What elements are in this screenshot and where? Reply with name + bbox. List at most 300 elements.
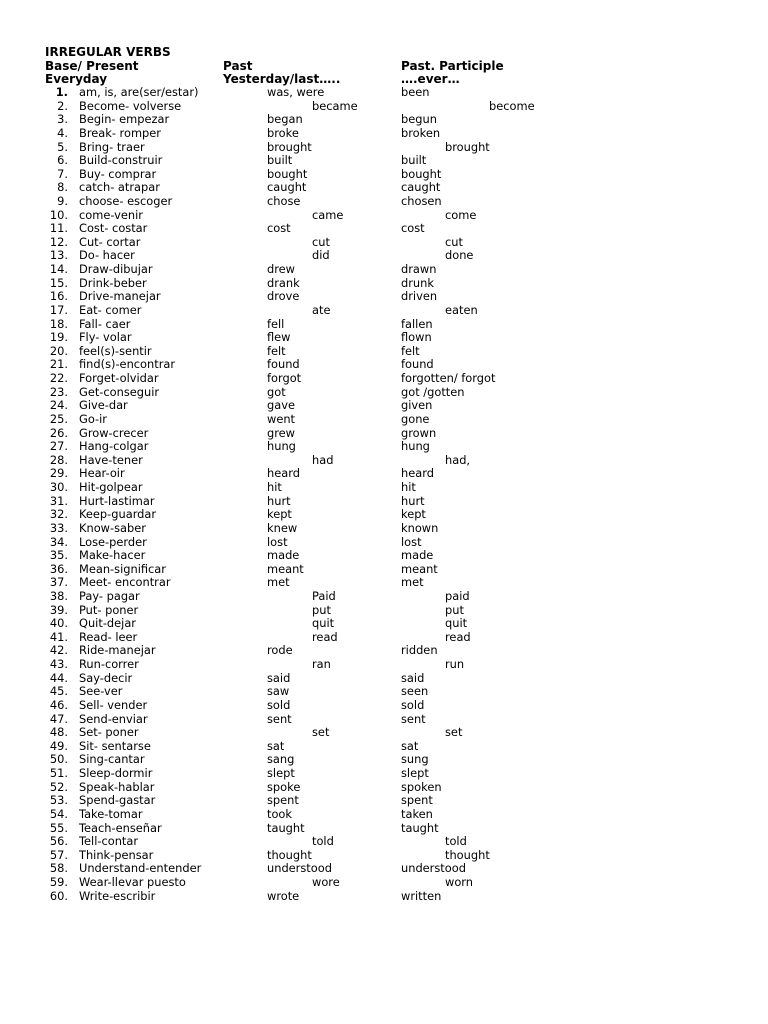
verb-base-form: See-ver [79, 684, 123, 699]
verb-past-form: made [267, 548, 300, 563]
verb-number: 2. [57, 98, 68, 113]
verb-base-form: Buy- comprar [79, 166, 157, 181]
verb-base-form: Build-construir [79, 153, 163, 168]
verb-base-form: Drink-beber [79, 275, 147, 290]
verb-past-participle: put [445, 602, 464, 617]
verb-base-form: Grow-crecer [79, 425, 149, 440]
header-base-present: Base/ Present [45, 59, 139, 73]
verb-past-form: spoke [267, 779, 301, 794]
verb-past-participle: sung [401, 752, 429, 767]
verb-number: 49. [49, 738, 68, 753]
verb-past-form: did [312, 248, 330, 263]
verb-base-form: Drive-manejar [79, 289, 161, 304]
verb-row [0, 113, 768, 127]
verb-number: 46. [49, 697, 68, 712]
verb-past-participle: hit [401, 480, 416, 494]
verb-number: 20. [49, 343, 68, 358]
verb-past-form: understood [267, 861, 332, 876]
verb-past-form: said [267, 670, 291, 685]
verb-past-participle: been [401, 85, 430, 99]
verb-base-form: Keep-guardar [79, 507, 157, 522]
verb-past-participle: ridden [401, 643, 438, 658]
verb-past-form: ate [312, 302, 331, 317]
verb-row [0, 86, 768, 100]
verb-past-participle: kept [401, 507, 426, 522]
verb-past-form: caught [267, 180, 307, 195]
verb-number: 17. [49, 302, 68, 317]
verb-past-participle: found [401, 357, 434, 372]
verb-past-participle: caught [401, 180, 441, 195]
verb-row [0, 372, 768, 386]
verb-row [0, 808, 768, 822]
verb-base-form: Begin- empezar [79, 112, 170, 127]
verb-past-form: saw [267, 684, 290, 699]
verb-number: 60. [49, 888, 68, 903]
verb-base-form: Cut- cortar [79, 234, 141, 249]
verb-base-form: Mean-significar [79, 561, 166, 576]
verb-past-form: Paid [312, 588, 336, 603]
verb-number: 36. [49, 561, 68, 576]
verb-row [0, 154, 768, 168]
verb-number: 57. [49, 847, 68, 862]
verb-past-participle: paid [445, 588, 470, 603]
verb-base-form: Put- poner [79, 602, 139, 617]
verb-number: 7. [57, 166, 68, 181]
verb-past-form: drew [267, 262, 295, 277]
verb-number: 24. [49, 398, 68, 413]
verb-past-participle: had, [445, 452, 471, 467]
verb-number: 45. [49, 684, 68, 699]
verb-number: 18. [49, 316, 68, 331]
verb-row [0, 835, 768, 849]
verb-row [0, 876, 768, 890]
verb-past-form: brought [267, 139, 312, 154]
verb-number: 42. [49, 643, 68, 658]
verb-past-participle: lost [401, 534, 422, 549]
verb-past-form: became [312, 98, 358, 113]
verb-past-participle: gone [401, 411, 430, 426]
verb-past-participle: read [445, 629, 471, 644]
verb-base-form: Sell- vender [79, 697, 148, 712]
verb-number: 38. [49, 588, 68, 603]
verb-row [0, 726, 768, 740]
verb-row [0, 685, 768, 699]
verb-past-form: set [312, 725, 330, 740]
verb-base-form: Hurt-lastimar [79, 493, 155, 508]
verb-row [0, 195, 768, 209]
verb-past-participle: sent [401, 711, 426, 726]
verb-base-form: Forget-olvidar [79, 371, 159, 385]
verb-row [0, 767, 768, 781]
verb-past-form: read [312, 629, 338, 644]
verb-row [0, 590, 768, 604]
verb-number: 39. [49, 602, 68, 617]
verb-past-form: was, were [267, 85, 325, 99]
verb-row [0, 522, 768, 536]
verb-past-form: had [312, 452, 334, 467]
verb-base-form: Hear-oir [79, 466, 125, 481]
verb-past-form: kept [267, 507, 292, 522]
verb-past-participle: heard [401, 466, 434, 481]
verb-past-participle: known [401, 520, 439, 535]
verb-number: 11. [49, 221, 68, 236]
verb-past-participle: slept [401, 766, 429, 780]
verb-number: 28. [49, 452, 68, 467]
verb-number: 41. [49, 629, 68, 644]
verb-past-participle: hurt [401, 493, 425, 508]
verb-past-participle: bought [401, 166, 442, 181]
verb-past-form: found [267, 357, 300, 372]
verb-past-participle: taken [401, 806, 433, 821]
verb-row [0, 168, 768, 182]
verb-number: 43. [49, 657, 68, 671]
verb-past-participle: built [401, 153, 427, 168]
verb-row [0, 495, 768, 509]
verb-base-form: catch- atrapar [79, 180, 160, 195]
verb-past-participle: begun [401, 112, 437, 127]
verb-past-participle: met [401, 575, 424, 590]
verb-past-form: quit [312, 616, 335, 631]
verb-row [0, 890, 768, 904]
verb-number: 15. [49, 275, 68, 290]
verb-row [0, 631, 768, 645]
verb-base-form: Sit- sentarse [79, 738, 151, 753]
verb-past-participle: driven [401, 289, 438, 304]
verb-number: 9. [57, 194, 68, 208]
verb-row [0, 563, 768, 577]
verb-past-participle: seen [401, 684, 429, 699]
verb-past-participle: cost [401, 221, 425, 236]
verb-past-participle: forgotten/ forgot [401, 371, 496, 385]
verb-past-form: bought [267, 166, 308, 181]
verb-number: 32. [49, 507, 68, 522]
verb-row [0, 277, 768, 291]
verb-past-participle: told [445, 834, 467, 849]
document-title: IRREGULAR VERBS [45, 45, 171, 59]
verb-past-form: drank [267, 275, 300, 290]
verb-past-form: began [267, 112, 303, 127]
verb-base-form: feel(s)-sentir [79, 343, 152, 358]
verb-base-form: Spend-gastar [79, 793, 156, 808]
verb-number: 47. [49, 711, 68, 726]
verb-base-form: Think-pensar [79, 847, 154, 862]
verb-past-form: meant [267, 561, 304, 576]
verb-past-form: cut [312, 234, 330, 249]
verb-base-form: Fall- caer [79, 316, 131, 331]
verb-number: 14. [49, 262, 68, 277]
verb-past-form: went [267, 411, 296, 426]
verb-base-form: Hit-golpear [79, 480, 143, 494]
verb-base-form: Run-correr [79, 657, 139, 671]
verb-past-participle: broken [401, 125, 441, 140]
verb-number: 10. [49, 207, 68, 222]
verb-past-form: chose [267, 194, 301, 208]
verb-base-form: find(s)-encontrar [79, 357, 176, 372]
verb-row [0, 699, 768, 713]
verb-base-form: Hang-colgar [79, 439, 149, 454]
verb-past-participle: eaten [445, 302, 478, 317]
verb-number: 51. [49, 766, 68, 780]
verb-past-form: sold [267, 697, 291, 712]
verb-row [0, 781, 768, 795]
verb-number: 58. [49, 861, 68, 876]
verb-row [0, 862, 768, 876]
verb-past-participle: taught [401, 820, 439, 835]
verb-number: 16. [49, 289, 68, 304]
verb-past-participle: sold [401, 697, 425, 712]
verb-past-participle: done [445, 248, 474, 263]
verb-row [0, 658, 768, 672]
verb-past-form: built [267, 153, 293, 168]
verb-base-form: Understand-entender [79, 861, 202, 876]
verb-base-form: am, is, are(ser/estar) [79, 85, 199, 99]
verb-past-participle: drawn [401, 262, 437, 277]
verb-past-participle: drunk [401, 275, 434, 290]
verb-number: 4. [57, 125, 68, 140]
verb-past-form: taught [267, 820, 305, 835]
verb-past-form: got [267, 384, 286, 399]
verb-number: 59. [49, 875, 68, 889]
verb-row [0, 318, 768, 332]
verb-number: 12. [49, 234, 68, 249]
verb-base-form: Tell-contar [79, 834, 139, 849]
verb-row [0, 127, 768, 141]
verb-row [0, 822, 768, 836]
verb-past-form: met [267, 575, 290, 590]
verb-row [0, 467, 768, 481]
verb-past-form: heard [267, 466, 300, 481]
verb-past-participle: said [401, 670, 425, 685]
verb-number: 5. [57, 139, 68, 154]
verb-row [0, 440, 768, 454]
verb-base-form: Bring- traer [79, 139, 145, 154]
verb-past-form: wrote [267, 888, 300, 903]
verb-row [0, 249, 768, 263]
header-past: Past [223, 59, 253, 73]
verb-number: 55. [49, 820, 68, 835]
verb-number: 30. [49, 480, 68, 494]
verb-past-form: cost [267, 221, 291, 236]
verb-row [0, 672, 768, 686]
verb-row [0, 481, 768, 495]
verb-past-form: hurt [267, 493, 291, 508]
verb-number: 44. [49, 670, 68, 685]
verb-past-form: put [312, 602, 331, 617]
verb-number: 1. [55, 85, 68, 99]
verb-row [0, 141, 768, 155]
verb-base-form: Write-escribir [79, 888, 156, 903]
verb-base-form: Speak-hablar [79, 779, 155, 794]
verb-number: 21. [49, 357, 68, 372]
verb-row [0, 427, 768, 441]
header-yesterday-last: Yesterday/last….. [223, 72, 341, 86]
verb-past-form: hit [267, 480, 282, 494]
verb-past-participle: quit [445, 616, 468, 631]
header-everyday: Everyday [45, 72, 108, 86]
verb-row [0, 345, 768, 359]
verb-past-form: felt [267, 343, 286, 358]
verb-past-form: sent [267, 711, 292, 726]
verb-past-participle: hung [401, 439, 430, 454]
verb-number: 31. [49, 493, 68, 508]
verb-row [0, 536, 768, 550]
verb-past-form: hung [267, 439, 296, 454]
verb-base-form: Teach-enseñar [79, 820, 162, 835]
verb-base-form: Fly- volar [79, 330, 132, 345]
verb-past-participle: understood [401, 861, 466, 876]
verb-number: 25. [49, 411, 68, 426]
verb-past-participle: cut [445, 234, 463, 249]
verb-base-form: Eat- comer [79, 302, 142, 317]
verb-row [0, 604, 768, 618]
verb-number: 26. [49, 425, 68, 440]
verb-base-form: Take-tomar [79, 806, 143, 821]
verb-number: 34. [49, 534, 68, 549]
verb-number: 33. [49, 520, 68, 535]
verb-base-form: Pay- pagar [79, 588, 140, 603]
verb-base-form: Meet- encontrar [79, 575, 171, 590]
verb-number: 3. [57, 112, 68, 127]
verb-past-participle: worn [445, 875, 473, 889]
verb-past-form: slept [267, 766, 295, 780]
verb-number: 29. [49, 466, 68, 481]
verb-number: 54. [49, 806, 68, 821]
verb-past-form: knew [267, 520, 298, 535]
verb-row [0, 617, 768, 631]
verb-row [0, 263, 768, 277]
verb-number: 40. [49, 616, 68, 631]
verb-past-participle: become [489, 98, 535, 113]
verb-base-form: Give-dar [79, 398, 128, 413]
verb-base-form: Know-saber [79, 520, 146, 535]
verb-past-participle: sat [401, 738, 419, 753]
verb-row [0, 222, 768, 236]
verb-row [0, 399, 768, 413]
verb-past-form: broke [267, 125, 299, 140]
verb-past-participle: grown [401, 425, 437, 440]
verb-past-form: lost [267, 534, 288, 549]
verb-row [0, 753, 768, 767]
verb-past-form: flew [267, 330, 291, 345]
verb-number: 52. [49, 779, 68, 794]
verb-past-participle: given [401, 398, 433, 413]
verb-base-form: Lose-perder [79, 534, 147, 549]
verb-base-form: come-venir [79, 207, 143, 222]
verb-row [0, 358, 768, 372]
verb-row [0, 331, 768, 345]
verb-base-form: Send-enviar [79, 711, 148, 726]
header-ever: ….ever… [401, 72, 460, 86]
verb-past-form: drove [267, 289, 300, 304]
verb-number: 35. [49, 548, 68, 563]
verb-number: 56. [49, 834, 68, 849]
verb-number: 8. [57, 180, 68, 195]
verb-past-form: sang [267, 752, 295, 767]
verb-base-form: Become- volverse [79, 98, 182, 113]
verb-base-form: Sleep-dormir [79, 766, 153, 780]
verb-number: 23. [49, 384, 68, 399]
verb-base-form: Sing-cantar [79, 752, 145, 767]
verb-past-form: came [312, 207, 344, 222]
verb-row [0, 508, 768, 522]
verb-row [0, 181, 768, 195]
verb-past-form: grew [267, 425, 295, 440]
verb-base-form: Do- hacer [79, 248, 135, 263]
verb-row [0, 304, 768, 318]
verb-row [0, 849, 768, 863]
verb-past-form: gave [267, 398, 295, 413]
verb-past-form: rode [267, 643, 293, 658]
verb-past-participle: flown [401, 330, 432, 345]
verb-number: 19. [49, 330, 68, 345]
verb-past-participle: fallen [401, 316, 433, 331]
verb-row [0, 644, 768, 658]
verb-past-participle: chosen [401, 194, 442, 208]
verb-base-form: Draw-dibujar [79, 262, 153, 277]
verb-number: 27. [49, 439, 68, 454]
verb-row [0, 413, 768, 427]
verb-base-form: Ride-manejar [79, 643, 156, 658]
verb-past-participle: come [445, 207, 477, 222]
verb-base-form: Wear-llevar puesto [79, 875, 186, 889]
verb-number: 50. [49, 752, 68, 767]
verb-base-form: Set- poner [79, 725, 139, 740]
verb-row [0, 100, 768, 114]
verb-row [0, 209, 768, 223]
verb-past-form: wore [312, 875, 340, 889]
verb-past-participle: made [401, 548, 434, 563]
verb-past-participle: meant [401, 561, 438, 576]
verb-base-form: Have-tener [79, 452, 143, 467]
verb-past-form: ran [312, 657, 331, 671]
verb-row [0, 386, 768, 400]
verb-base-form: choose- escoger [79, 194, 173, 208]
verb-base-form: Cost- costar [79, 221, 148, 236]
verb-number: 53. [49, 793, 68, 808]
verb-base-form: Break- romper [79, 125, 161, 140]
verb-row [0, 794, 768, 808]
verb-number: 13. [49, 248, 68, 263]
header-past-participle: Past. Participle [401, 59, 504, 73]
verb-past-participle: set [445, 725, 463, 740]
verb-past-form: spent [267, 793, 299, 808]
verb-past-participle: spent [401, 793, 433, 808]
verb-base-form: Get-conseguir [79, 384, 160, 399]
verb-number: 37. [49, 575, 68, 590]
verb-row [0, 549, 768, 563]
verb-row [0, 290, 768, 304]
verb-base-form: Read- leer [79, 629, 138, 644]
verb-base-form: Say-decir [79, 670, 133, 685]
verb-row [0, 454, 768, 468]
verb-row [0, 236, 768, 250]
verb-row [0, 576, 768, 590]
verb-base-form: Make-hacer [79, 548, 146, 563]
verb-past-form: fell [267, 316, 285, 331]
verb-past-participle: spoken [401, 779, 442, 794]
verb-past-form: thought [267, 847, 312, 862]
verb-row [0, 713, 768, 727]
verb-past-participle: got /gotten [401, 384, 465, 399]
verb-base-form: Quit-dejar [79, 616, 136, 631]
verb-past-form: told [312, 834, 334, 849]
verb-past-participle: written [401, 888, 442, 903]
verb-past-participle: run [445, 657, 465, 671]
verb-past-participle: felt [401, 343, 420, 358]
verb-row [0, 740, 768, 754]
verb-past-participle: brought [445, 139, 490, 154]
verb-past-form: took [267, 806, 293, 821]
